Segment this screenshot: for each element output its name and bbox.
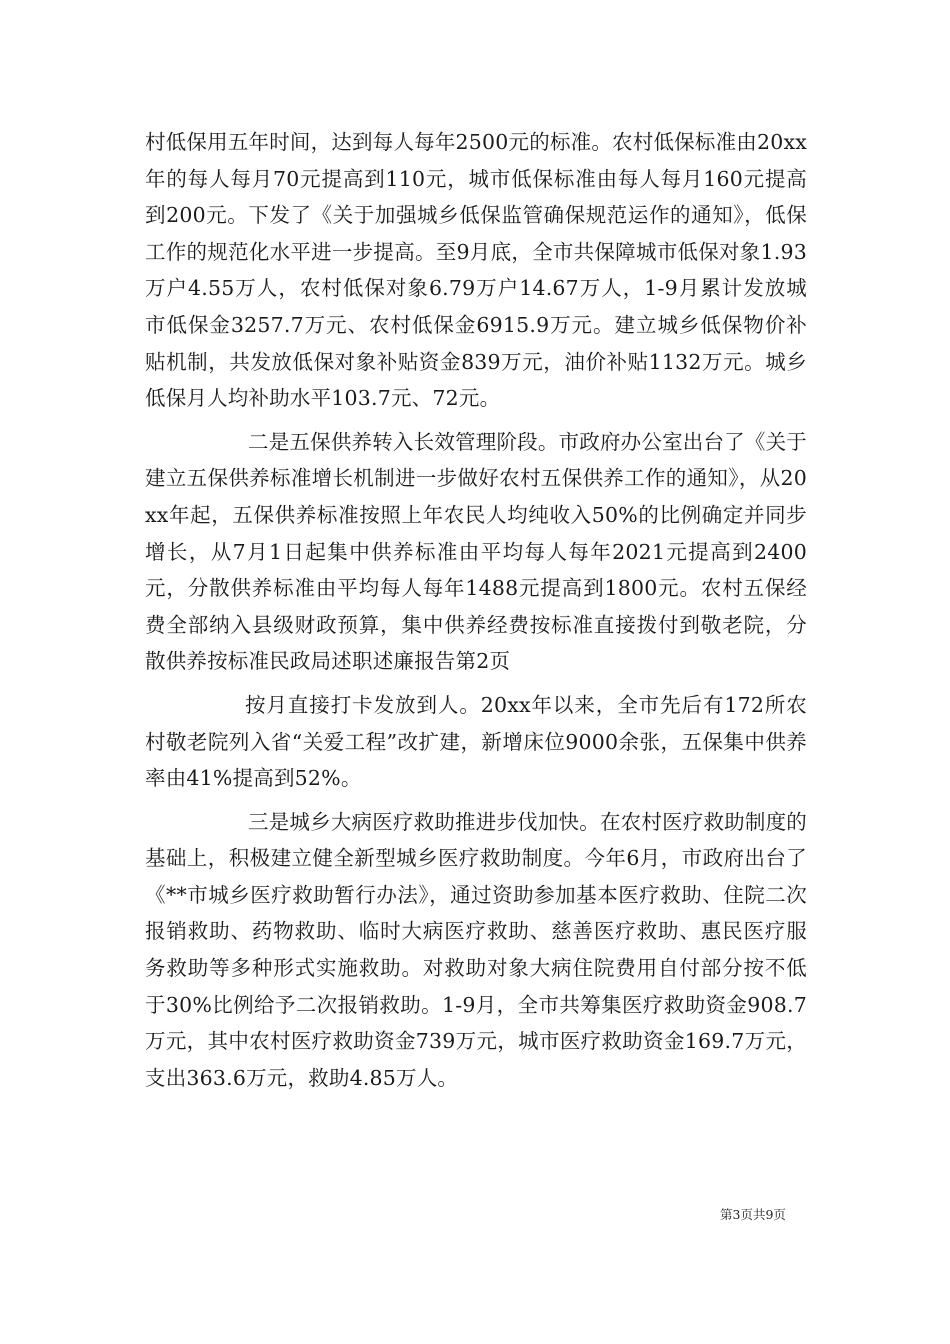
page-number-footer: 第3页共9页 — [720, 1207, 786, 1222]
paragraph-card-payment: 按月直接打卡发放到人。20xx年以来，全市先后有172所农村敬老院列入省“关爱工程”改扩建，新增床位9000余张，五保集中供养率由41%提高到52%。 — [145, 692, 807, 791]
document-body — [145, 124, 807, 1096]
paragraph-medical-assistance: 三是城乡大病医疗救助推进步伐加快。在农村医疗救助制度的基础上，积极建立健全新型城乡医疗救助制度。今年6月，市政府出台了《**市城乡医疗救助暂行办法》，通过资助参加基本医疗救助、住院二次报销救助、药物救助、临时大病医疗救助、慈善医疗救助、惠民医疗服务救助等多种形式实施救助。对救助对象大病住院费用自付部分按不低于30%比例给予二次报销救助。1-9月，全市共筹集医疗救助资金908.7万元，其中农村医疗救助资金739万元，城市医疗救助资金169.7万元，支出363.6万元，救助4.85万人。 — [145, 809, 807, 1090]
paragraph-continued-subsistence: 村低保用五年时间，达到每人每年2500元的标准。农村低保标准由20xx年的每人每月70元提高到110元，城市低保标准由每人每月160元提高到200元。下发了《关于加强城乡低保监管确保规范运作的通知》，低保工作的规范化水平进一步提高。至9月底，全市共保障城市低保对象1.93万户4.55万人，农村低保对象6.79万户14.67万人，1-9月累计发放城市低保金3257.7万元、农村低保金6915.9万元。建立城乡低保物价补贴机制，共发放低保对象补贴资金839万元，油价补贴1132万元。城乡低保月人均补助水平103.7元、72元。 — [145, 130, 807, 411]
paragraph-five-guarantees: 二是五保供养转入长效管理阶段。市政府办公室出台了《关于建立五保供养标准增长机制进一步做好农村五保供养工作的通知》，从20xx年起，五保供养标准按照上年农民人均纯收入50%的比例确定并同步增长，从7月1日起集中供养标准由平均每人每年2021元提高到2400元，分散供养标准由平均每人每年1488元提高到1800元。农村五保经费全部纳入县级财政预算，集中供养经费按标准直接拨付到敬老院，分散供养按标准民政局述职述廉报告第2页 — [145, 429, 807, 674]
